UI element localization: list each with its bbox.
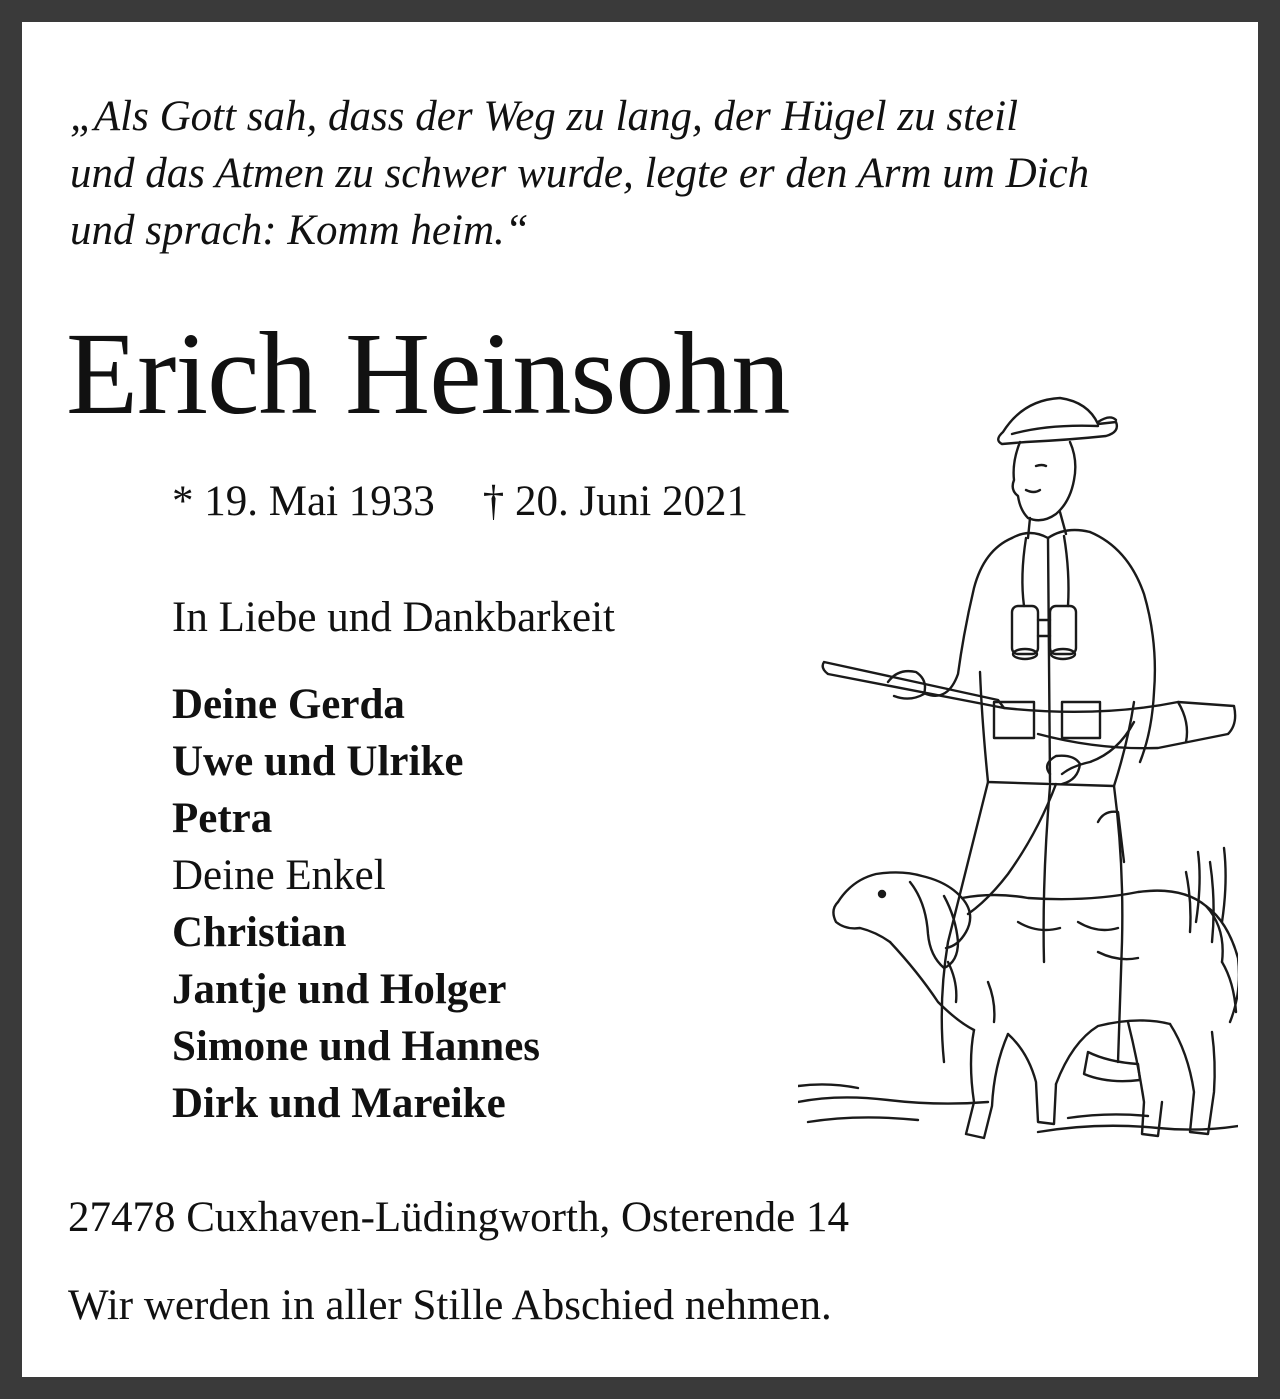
quote-line: und das Atmen zu schwer wurde, legte er den Arm um Dich bbox=[70, 150, 1090, 197]
obituary-notice bbox=[22, 22, 1258, 1377]
hunter-with-dog-icon bbox=[798, 362, 1238, 1142]
farewell-line: Wir werden in aller Stille Abschied nehmen. bbox=[68, 1282, 832, 1329]
life-dates bbox=[172, 472, 748, 532]
family-member: Christian bbox=[172, 909, 347, 956]
birth-date: * 19. Mai 1933 bbox=[172, 478, 435, 525]
family-member: Dirk und Mareike bbox=[172, 1080, 506, 1127]
death-date: † 20. Juni 2021 bbox=[482, 478, 748, 525]
family-member: Uwe und Ulrike bbox=[172, 738, 464, 785]
family-group-label: Deine Enkel bbox=[172, 852, 386, 899]
family-member: Jantje und Holger bbox=[172, 966, 507, 1013]
memorial-quote bbox=[70, 88, 1250, 259]
family-member: Deine Gerda bbox=[172, 681, 405, 728]
quote-line: „Als Gott sah, dass der Weg zu lang, der Hügel zu steil bbox=[70, 93, 1019, 140]
family-list bbox=[172, 676, 540, 1132]
quote-line: und sprach: Komm heim.“ bbox=[70, 207, 529, 254]
address-line: 27478 Cuxhaven-Lüdingworth, Osterende 14 bbox=[68, 1194, 850, 1241]
family-member: Simone und Hannes bbox=[172, 1023, 541, 1070]
deceased-name: Erich Heinsohn bbox=[66, 308, 790, 439]
greeting-line: In Liebe und Dankbarkeit bbox=[172, 594, 615, 641]
family-member: Petra bbox=[172, 795, 273, 842]
